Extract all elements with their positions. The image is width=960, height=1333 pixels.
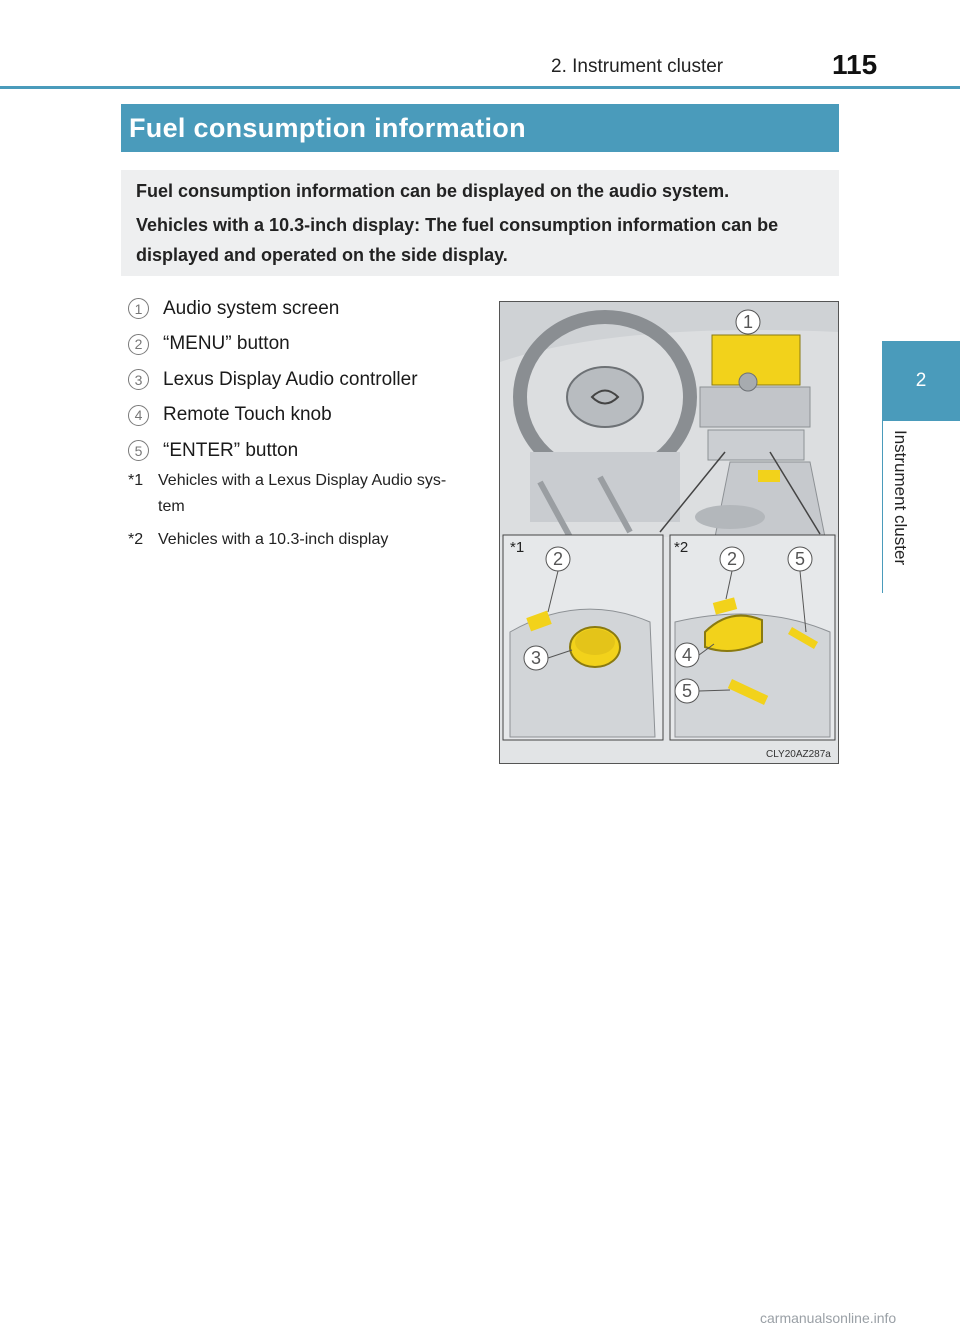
section-title-bar: Fuel consumption information [121,104,839,152]
footnote-mark: *1 [128,472,144,489]
callout-number: 3 [128,369,149,390]
component-list [128,291,478,469]
list-item [128,327,478,363]
console-highlight [758,470,780,482]
list-item [128,291,478,327]
inset-mark-2: *2 [674,539,689,556]
callout-3-label: 3 [531,648,542,668]
callout-number: 1 [128,298,149,319]
list-item [128,433,478,469]
list-item-label: Audio system screen [163,297,340,319]
callout-number: 2 [128,334,149,355]
header-section-title: 2. Instrument cluster [551,56,724,77]
list-item-label: Remote Touch knob [163,404,332,426]
callout-2-label: 2 [553,549,564,569]
inset-mark-1: *1 [510,539,525,556]
footnote-1 [128,468,446,520]
callout-5-label: 5 [795,549,806,569]
callout-number: 5 [128,440,149,461]
intro-line-1: Fuel consumption information can be displayed on the audio system. [136,181,730,201]
list-item-label: Lexus Display Audio controller [163,368,418,390]
intro-line-2: Vehicles with a 10.3-inch display: The fuel consumption information can be displayed and operated on the side display. [136,215,779,265]
footnote-mark: *2 [128,531,144,548]
chapter-tab [882,341,960,421]
page-number: 115 [832,49,878,80]
list-item-label: “ENTER” button [163,439,299,461]
figure-code: CLY20AZ287a [766,749,831,760]
callout-2b-label: 2 [727,549,738,569]
watermark: carmanualsonline.info [760,1310,897,1326]
list-item-label: “MENU” button [163,333,290,355]
callout-5b-label: 5 [682,681,693,701]
footnote-text-cont: tem [158,498,185,515]
dashboard-illustration [499,301,839,764]
callout-4-label: 4 [682,645,693,665]
footnote-text: Vehicles with a Lexus Display Audio sys- [158,472,447,489]
footnote-2 [128,527,388,553]
chapter-number: 2 [915,370,927,391]
chapter-label-text: Instrument cluster [891,430,910,566]
illustration-svg [500,302,838,763]
header-rule [0,86,960,89]
side-rule [882,421,883,593]
list-item [128,398,478,434]
intro-box [121,170,839,276]
list-item [128,362,478,398]
callout-number: 4 [128,405,149,426]
callout-1-label: 1 [743,312,754,332]
footnote-text: Vehicles with a 10.3-inch display [158,531,389,548]
